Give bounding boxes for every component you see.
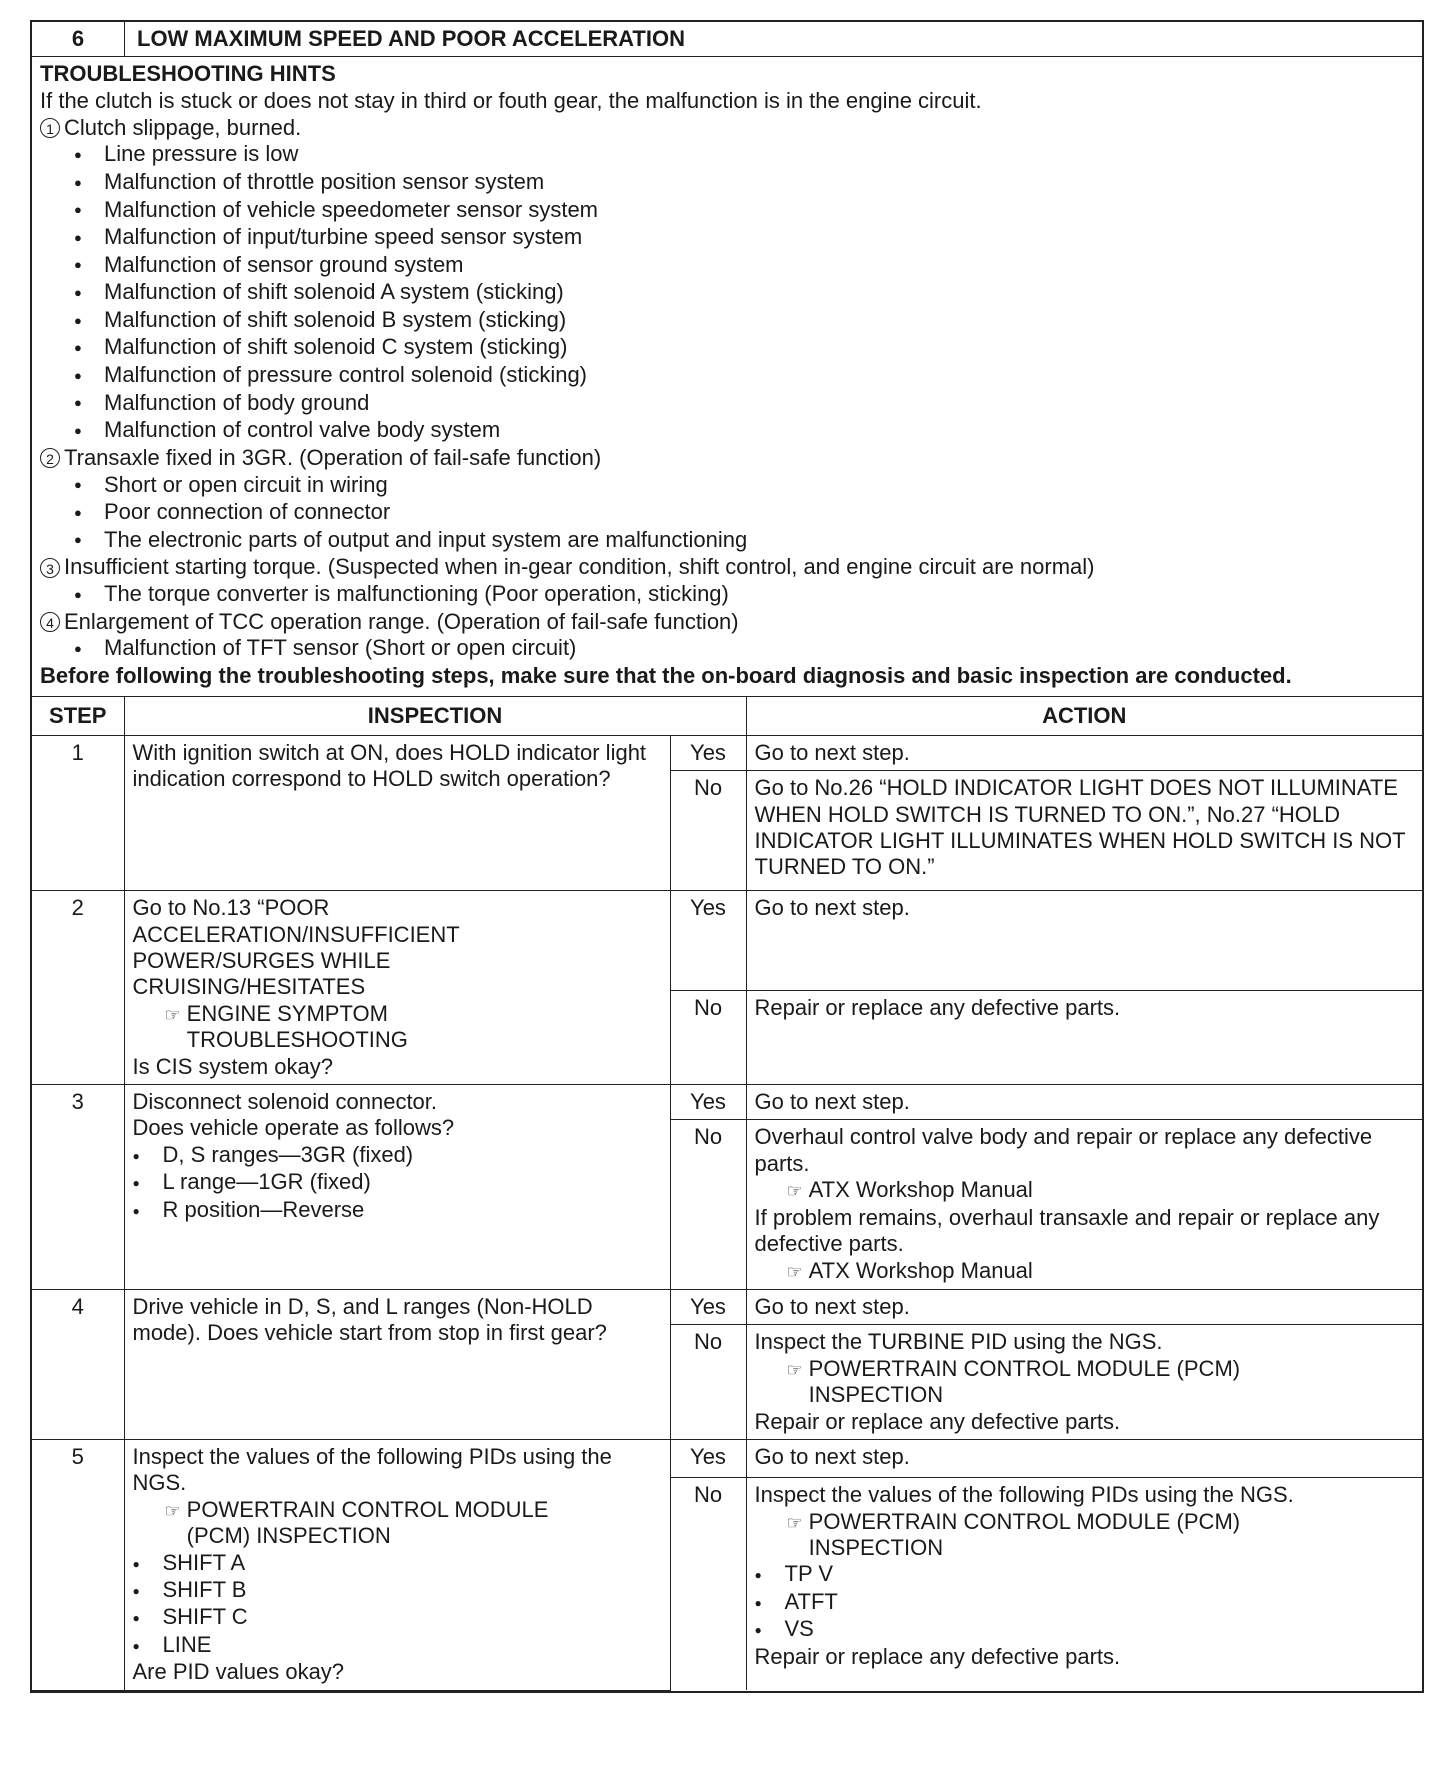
reference-hand-icon: ☞ <box>164 1500 181 1521</box>
manual-reference: ☞ ATX Workshop Manual <box>786 1257 1033 1283</box>
list-item: ● Malfunction of TFT sensor (Short or open circuit) <box>40 635 1414 663</box>
procedure-number: 6 <box>32 22 125 56</box>
hints-intro: If the clutch is stuck or does not stay in third or fouth gear, the malfunction is in the engine circuit. <box>40 87 982 113</box>
list-item: ● The torque converter is malfunctioning (Poor operation, sticking) <box>40 581 1414 609</box>
list-item: ● Line pressure is low <box>40 141 1414 169</box>
yes-action: Go to next step. <box>746 1289 1422 1324</box>
step-inspection <box>124 1085 670 1290</box>
no-label: No <box>670 1478 746 1690</box>
yes-label: Yes <box>670 891 746 991</box>
yes-action: Go to next step. <box>746 1085 1422 1120</box>
inspection-text: Inspect the values of the following PIDs using the NGS. <box>132 1443 612 1496</box>
step-number: 1 <box>32 735 124 890</box>
list-item: ● Malfunction of shift solenoid B system (sticking) <box>40 307 1414 335</box>
manual-reference: ☞ POWERTRAIN CONTROL MODULE (PCM) INSPECTION <box>786 1355 1241 1408</box>
no-label: No <box>670 771 746 891</box>
hint-group-2 <box>40 445 1414 472</box>
hints-note: Before following the troubleshooting steps, make sure that the on-board diagnosis and basic inspection are conducted. <box>40 663 1292 689</box>
yes-action: Go to next step. <box>746 891 1422 991</box>
no-action: Go to No.26 “HOLD INDICATOR LIGHT DOES NOT ILLUMINATE WHEN HOLD SWITCH IS TURNED TO ON.”, No.27 “HOLD INDICATOR LIGHT ILLUMINATES WHEN HOLD SWITCH IS NOT TURNED TO ON.” <box>746 771 1422 891</box>
inspection-question: Are PID values okay? <box>132 1659 345 1685</box>
reference-hand-icon: ☞ <box>786 1512 803 1533</box>
procedure-page <box>30 20 1424 1693</box>
hint-group-1 <box>40 115 1414 142</box>
no-label: No <box>670 991 746 1085</box>
list-item: ● The electronic parts of output and input system are malfunctioning <box>40 527 1414 555</box>
header-action: ACTION <box>746 697 1422 736</box>
list-item: ● D, S ranges—3GR (fixed) <box>133 1142 662 1169</box>
table-header-row <box>32 697 1422 736</box>
table-row <box>32 1085 1422 1120</box>
hints-title: TROUBLESHOOTING HINTS <box>40 61 336 86</box>
step-inspection <box>124 1439 670 1690</box>
manual-reference: ☞ POWERTRAIN CONTROL MODULE (PCM) INSPECTION <box>786 1508 1241 1561</box>
circled-number: 4 <box>40 612 60 632</box>
table-row <box>32 735 1422 770</box>
hint-group-3 <box>40 554 1414 581</box>
troubleshooting-hints <box>32 57 1422 697</box>
header-inspection: INSPECTION <box>124 697 746 736</box>
inspection-text: Drive vehicle in D, S, and L ranges (Non-HOLD mode). Does vehicle start from stop in first gear? <box>132 1293 607 1346</box>
yes-label: Yes <box>670 1085 746 1120</box>
inspection-text: Disconnect solenoid connector. <box>132 1089 438 1115</box>
hint-group-4 <box>40 609 1414 636</box>
table-row <box>32 891 1422 991</box>
title-row <box>32 22 1422 57</box>
hint-group-label: Transaxle fixed in 3GR. (Operation of fail-safe function) <box>64 444 602 470</box>
list-item: ● Malfunction of throttle position sensor system <box>40 169 1414 197</box>
hint-group-label: Enlargement of TCC operation range. (Operation of fail-safe function) <box>64 608 739 634</box>
no-action: Inspect the values of the following PIDs using the NGS. ☞ POWERTRAIN CONTROL MODULE (PCM) INSPECTION ● TP V ● ATFT ● VS Repair or replace any defective parts. <box>746 1478 1422 1690</box>
no-action: Repair or replace any defective parts. <box>746 991 1422 1085</box>
hint-group-label: Clutch slippage, burned. <box>64 114 302 140</box>
reference-hand-icon: ☞ <box>786 1181 803 1202</box>
list-item: ● Malfunction of input/turbine speed sensor system <box>40 224 1414 252</box>
inspection-text: With ignition switch at ON, does HOLD indicator light indication correspond to HOLD switch operation? <box>132 739 647 792</box>
list-item: ● Malfunction of shift solenoid A system (sticking) <box>40 279 1414 307</box>
table-row <box>32 1289 1422 1324</box>
inspection-question: Is CIS system okay? <box>132 1053 334 1079</box>
list-item: ● ATFT <box>755 1589 1415 1616</box>
yes-action: Go to next step. <box>746 735 1422 770</box>
list-item: ● Malfunction of control valve body system <box>40 417 1414 445</box>
step-inspection <box>124 735 670 890</box>
list-item: ● TP V <box>755 1561 1415 1588</box>
step-number: 2 <box>32 891 124 1085</box>
manual-reference: ☞ ENGINE SYMPTOM TROUBLESHOOTING <box>164 1000 408 1053</box>
list-item: ● SHIFT C <box>133 1604 662 1631</box>
yes-label: Yes <box>670 1289 746 1324</box>
list-item: ● Malfunction of body ground <box>40 390 1414 418</box>
circled-number: 3 <box>40 558 60 578</box>
inspection-text: Does vehicle operate as follows? <box>132 1115 455 1141</box>
yes-label: Yes <box>670 735 746 770</box>
header-step: STEP <box>32 697 124 736</box>
list-item: ● Malfunction of sensor ground system <box>40 252 1414 280</box>
list-item: ● R position—Reverse <box>133 1197 662 1224</box>
yes-action: Go to next step. <box>746 1439 1422 1477</box>
circled-number: 1 <box>40 118 60 138</box>
list-item: ● Poor connection of connector <box>40 499 1414 527</box>
procedure-title: LOW MAXIMUM SPEED AND POOR ACCELERATION <box>137 26 685 51</box>
no-label: No <box>670 1120 746 1289</box>
step-inspection <box>124 1289 670 1439</box>
no-label: No <box>670 1325 746 1440</box>
no-action: Inspect the TURBINE PID using the NGS. ☞ POWERTRAIN CONTROL MODULE (PCM) INSPECTION Repair or replace any defective parts. <box>746 1325 1422 1440</box>
circled-number: 2 <box>40 448 60 468</box>
hint-group-label: Insufficient starting torque. (Suspected when in-gear condition, shift control, and engine circuit are normal) <box>64 554 1095 580</box>
list-item: ● L range—1GR (fixed) <box>133 1169 662 1196</box>
list-item: ● Malfunction of pressure control solenoid (sticking) <box>40 362 1414 390</box>
list-item: ● Malfunction of vehicle speedometer sensor system <box>40 197 1414 225</box>
step-number: 5 <box>32 1439 124 1690</box>
reference-hand-icon: ☞ <box>786 1359 803 1380</box>
list-item: ● Malfunction of shift solenoid C system (sticking) <box>40 334 1414 362</box>
list-item: ● SHIFT A <box>133 1550 662 1577</box>
manual-reference: ☞ ATX Workshop Manual <box>786 1177 1033 1203</box>
step-number: 3 <box>32 1085 124 1290</box>
list-item: ● SHIFT B <box>133 1577 662 1604</box>
reference-hand-icon: ☞ <box>164 1004 181 1025</box>
step-number: 4 <box>32 1289 124 1439</box>
manual-reference: ☞ POWERTRAIN CONTROL MODULE (PCM) INSPECTION <box>164 1496 549 1549</box>
list-item: ● VS <box>755 1616 1415 1643</box>
inspection-table <box>32 697 1422 1691</box>
yes-label: Yes <box>670 1439 746 1477</box>
list-item: ● LINE <box>133 1632 662 1659</box>
table-row <box>32 1439 1422 1477</box>
inspection-text: Go to No.13 “POOR ACCELERATION/INSUFFICIENT POWER/SURGES WHILE CRUISING/HESITATES <box>132 895 460 1000</box>
reference-hand-icon: ☞ <box>786 1261 803 1282</box>
no-action: Overhaul control valve body and repair or replace any defective parts. ☞ ATX Workshop Manual If problem remains, overhaul transaxle and repair or replace any defective parts. ☞ ATX Workshop Manual <box>746 1120 1422 1289</box>
list-item: ● Short or open circuit in wiring <box>40 472 1414 500</box>
step-inspection <box>124 891 670 1085</box>
